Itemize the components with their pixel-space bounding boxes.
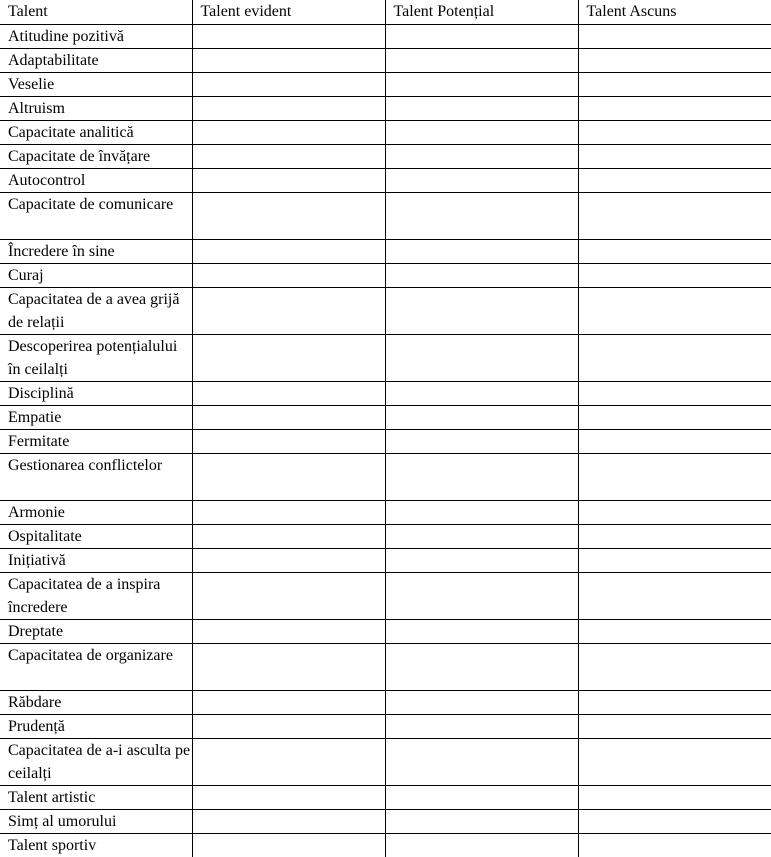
- table-row: [0, 24, 771, 48]
- talent-ascuns-cell[interactable]: [578, 429, 771, 453]
- talent-ascuns-cell[interactable]: [578, 785, 771, 809]
- talent-ascuns-cell[interactable]: [578, 96, 771, 120]
- talent-ascuns-cell[interactable]: [578, 453, 771, 500]
- talent-name-cell: Adaptabilitate: [0, 48, 192, 72]
- talent-name-cell: Simț al umorului: [0, 809, 192, 833]
- talent-ascuns-cell[interactable]: [578, 548, 771, 572]
- talent-name-cell: Altruism: [0, 96, 192, 120]
- talent-name-cell: Răbdare: [0, 690, 192, 714]
- table-row: [0, 287, 771, 334]
- talent-name-cell: Curaj: [0, 263, 192, 287]
- talent-evident-cell[interactable]: [192, 192, 385, 239]
- table-row: [0, 714, 771, 738]
- talent-evident-cell[interactable]: [192, 453, 385, 500]
- table-row: [0, 405, 771, 429]
- talent-evident-cell[interactable]: [192, 287, 385, 334]
- talent-evident-cell[interactable]: [192, 334, 385, 381]
- table-row: [0, 72, 771, 96]
- talent-ascuns-cell[interactable]: [578, 144, 771, 168]
- header-row: [0, 0, 771, 24]
- talent-ascuns-cell[interactable]: [578, 24, 771, 48]
- talent-name-cell: Fermitate: [0, 429, 192, 453]
- talent-potential-cell[interactable]: [385, 429, 578, 453]
- talent-name-cell: Capacitate de învățare: [0, 144, 192, 168]
- talent-ascuns-cell[interactable]: [578, 334, 771, 381]
- talent-ascuns-cell[interactable]: [578, 524, 771, 548]
- talent-evident-cell[interactable]: [192, 690, 385, 714]
- talent-evident-cell[interactable]: [192, 405, 385, 429]
- talent-potential-cell[interactable]: [385, 24, 578, 48]
- talent-potential-cell[interactable]: [385, 239, 578, 263]
- talent-evident-cell[interactable]: [192, 120, 385, 144]
- talent-ascuns-cell[interactable]: [578, 643, 771, 690]
- talent-name-cell: Dreptate: [0, 619, 192, 643]
- talent-potential-cell[interactable]: [385, 453, 578, 500]
- table-row: [0, 453, 771, 500]
- talent-evident-cell[interactable]: [192, 809, 385, 833]
- talent-name-cell: Prudență: [0, 714, 192, 738]
- table-row: [0, 96, 771, 120]
- table-row: [0, 429, 771, 453]
- talent-name-cell: Descoperirea potențialului în ceilalți: [0, 334, 192, 381]
- talent-ascuns-cell[interactable]: [578, 192, 771, 239]
- talent-evident-cell[interactable]: [192, 381, 385, 405]
- talent-potential-cell[interactable]: [385, 643, 578, 690]
- talent-name-cell: Veselie: [0, 72, 192, 96]
- talent-potential-cell[interactable]: [385, 381, 578, 405]
- talent-name-cell: Autocontrol: [0, 168, 192, 192]
- table-row: [0, 785, 771, 809]
- talent-potential-cell[interactable]: [385, 192, 578, 239]
- talent-potential-cell[interactable]: [385, 548, 578, 572]
- talent-evident-cell[interactable]: [192, 429, 385, 453]
- talent-evident-cell[interactable]: [192, 524, 385, 548]
- table-row: [0, 738, 771, 785]
- talent-name-cell: Disciplină: [0, 381, 192, 405]
- talent-evident-cell[interactable]: [192, 168, 385, 192]
- talent-name-cell: Empatie: [0, 405, 192, 429]
- talent-ascuns-cell[interactable]: [578, 381, 771, 405]
- talent-ascuns-cell[interactable]: [578, 833, 771, 857]
- talent-name-cell: Inițiativă: [0, 548, 192, 572]
- talent-evident-cell[interactable]: [192, 714, 385, 738]
- talent-evident-cell[interactable]: [192, 548, 385, 572]
- talent-name-cell: Capacitatea de a-i asculta pe ceilalți: [0, 738, 192, 785]
- header-talent: Talent: [0, 0, 192, 24]
- table-body: [0, 24, 771, 857]
- talent-potential-cell[interactable]: [385, 500, 578, 524]
- talent-potential-cell[interactable]: [385, 524, 578, 548]
- talent-potential-cell[interactable]: [385, 690, 578, 714]
- table-header: [0, 0, 771, 24]
- talent-potential-cell[interactable]: [385, 287, 578, 334]
- talent-name-cell: Ospitalitate: [0, 524, 192, 548]
- table-row: [0, 548, 771, 572]
- talent-evident-cell[interactable]: [192, 239, 385, 263]
- talent-potential-cell[interactable]: [385, 572, 578, 619]
- talent-potential-cell[interactable]: [385, 96, 578, 120]
- talent-name-cell: Atitudine pozitivă: [0, 24, 192, 48]
- talent-potential-cell[interactable]: [385, 168, 578, 192]
- talent-name-cell: Capacitatea de a avea grijă de relații: [0, 287, 192, 334]
- talent-ascuns-cell[interactable]: [578, 714, 771, 738]
- table-row: [0, 48, 771, 72]
- talent-ascuns-cell[interactable]: [578, 168, 771, 192]
- talent-ascuns-cell[interactable]: [578, 738, 771, 785]
- talent-ascuns-cell[interactable]: [578, 619, 771, 643]
- talent-potential-cell[interactable]: [385, 334, 578, 381]
- talent-name-cell: Gestionarea conflictelor: [0, 453, 192, 500]
- header-talent-potential: Talent Potențial: [385, 0, 578, 24]
- talent-evident-cell[interactable]: [192, 263, 385, 287]
- table-row: [0, 524, 771, 548]
- talent-evident-cell[interactable]: [192, 738, 385, 785]
- table-row: [0, 263, 771, 287]
- table-row: [0, 334, 771, 381]
- talent-evident-cell[interactable]: [192, 833, 385, 857]
- talent-ascuns-cell[interactable]: [578, 239, 771, 263]
- talent-ascuns-cell[interactable]: [578, 405, 771, 429]
- talent-name-cell: Capacitate analitică: [0, 120, 192, 144]
- talent-potential-cell[interactable]: [385, 809, 578, 833]
- talent-name-cell: Capacitatea de a inspira încredere: [0, 572, 192, 619]
- talent-name-cell: Talent artistic: [0, 785, 192, 809]
- talent-ascuns-cell[interactable]: [578, 690, 771, 714]
- talent-potential-cell[interactable]: [385, 405, 578, 429]
- talent-ascuns-cell[interactable]: [578, 809, 771, 833]
- header-talent-evident: Talent evident: [192, 0, 385, 24]
- table-row: [0, 381, 771, 405]
- talent-evident-cell[interactable]: [192, 24, 385, 48]
- table-row: [0, 192, 771, 239]
- talent-potential-cell[interactable]: [385, 48, 578, 72]
- talent-evident-cell[interactable]: [192, 96, 385, 120]
- table-row: [0, 643, 771, 690]
- header-talent-ascuns: Talent Ascuns: [578, 0, 771, 24]
- talent-name-cell: Armonie: [0, 500, 192, 524]
- table-row: [0, 833, 771, 857]
- talent-evident-cell[interactable]: [192, 48, 385, 72]
- table-row: [0, 144, 771, 168]
- table-row: [0, 809, 771, 833]
- table-row: [0, 500, 771, 524]
- talent-ascuns-cell[interactable]: [578, 287, 771, 334]
- talent-potential-cell[interactable]: [385, 144, 578, 168]
- talent-name-cell: Încredere în sine: [0, 239, 192, 263]
- talent-potential-cell[interactable]: [385, 263, 578, 287]
- talent-evident-cell[interactable]: [192, 144, 385, 168]
- talent-potential-cell[interactable]: [385, 72, 578, 96]
- talent-potential-cell[interactable]: [385, 120, 578, 144]
- talent-potential-cell[interactable]: [385, 714, 578, 738]
- talent-ascuns-cell[interactable]: [578, 120, 771, 144]
- talent-ascuns-cell[interactable]: [578, 500, 771, 524]
- talent-evident-cell[interactable]: [192, 572, 385, 619]
- talent-ascuns-cell[interactable]: [578, 572, 771, 619]
- table-row: [0, 168, 771, 192]
- talent-ascuns-cell[interactable]: [578, 48, 771, 72]
- talent-name-cell: Capacitate de comunicare: [0, 192, 192, 239]
- talent-potential-cell[interactable]: [385, 785, 578, 809]
- talent-ascuns-cell[interactable]: [578, 263, 771, 287]
- talent-evident-cell[interactable]: [192, 619, 385, 643]
- talent-evident-cell[interactable]: [192, 643, 385, 690]
- table-row: [0, 120, 771, 144]
- talent-potential-cell[interactable]: [385, 738, 578, 785]
- talent-potential-cell[interactable]: [385, 833, 578, 857]
- talent-ascuns-cell[interactable]: [578, 72, 771, 96]
- talent-evident-cell[interactable]: [192, 500, 385, 524]
- talent-name-cell: Talent sportiv: [0, 833, 192, 857]
- talent-evident-cell[interactable]: [192, 785, 385, 809]
- talent-name-cell: Capacitatea de organizare: [0, 643, 192, 690]
- table-row: [0, 619, 771, 643]
- table-row: [0, 690, 771, 714]
- table-row: [0, 239, 771, 263]
- talent-evident-cell[interactable]: [192, 72, 385, 96]
- talent-potential-cell[interactable]: [385, 619, 578, 643]
- table-row: [0, 572, 771, 619]
